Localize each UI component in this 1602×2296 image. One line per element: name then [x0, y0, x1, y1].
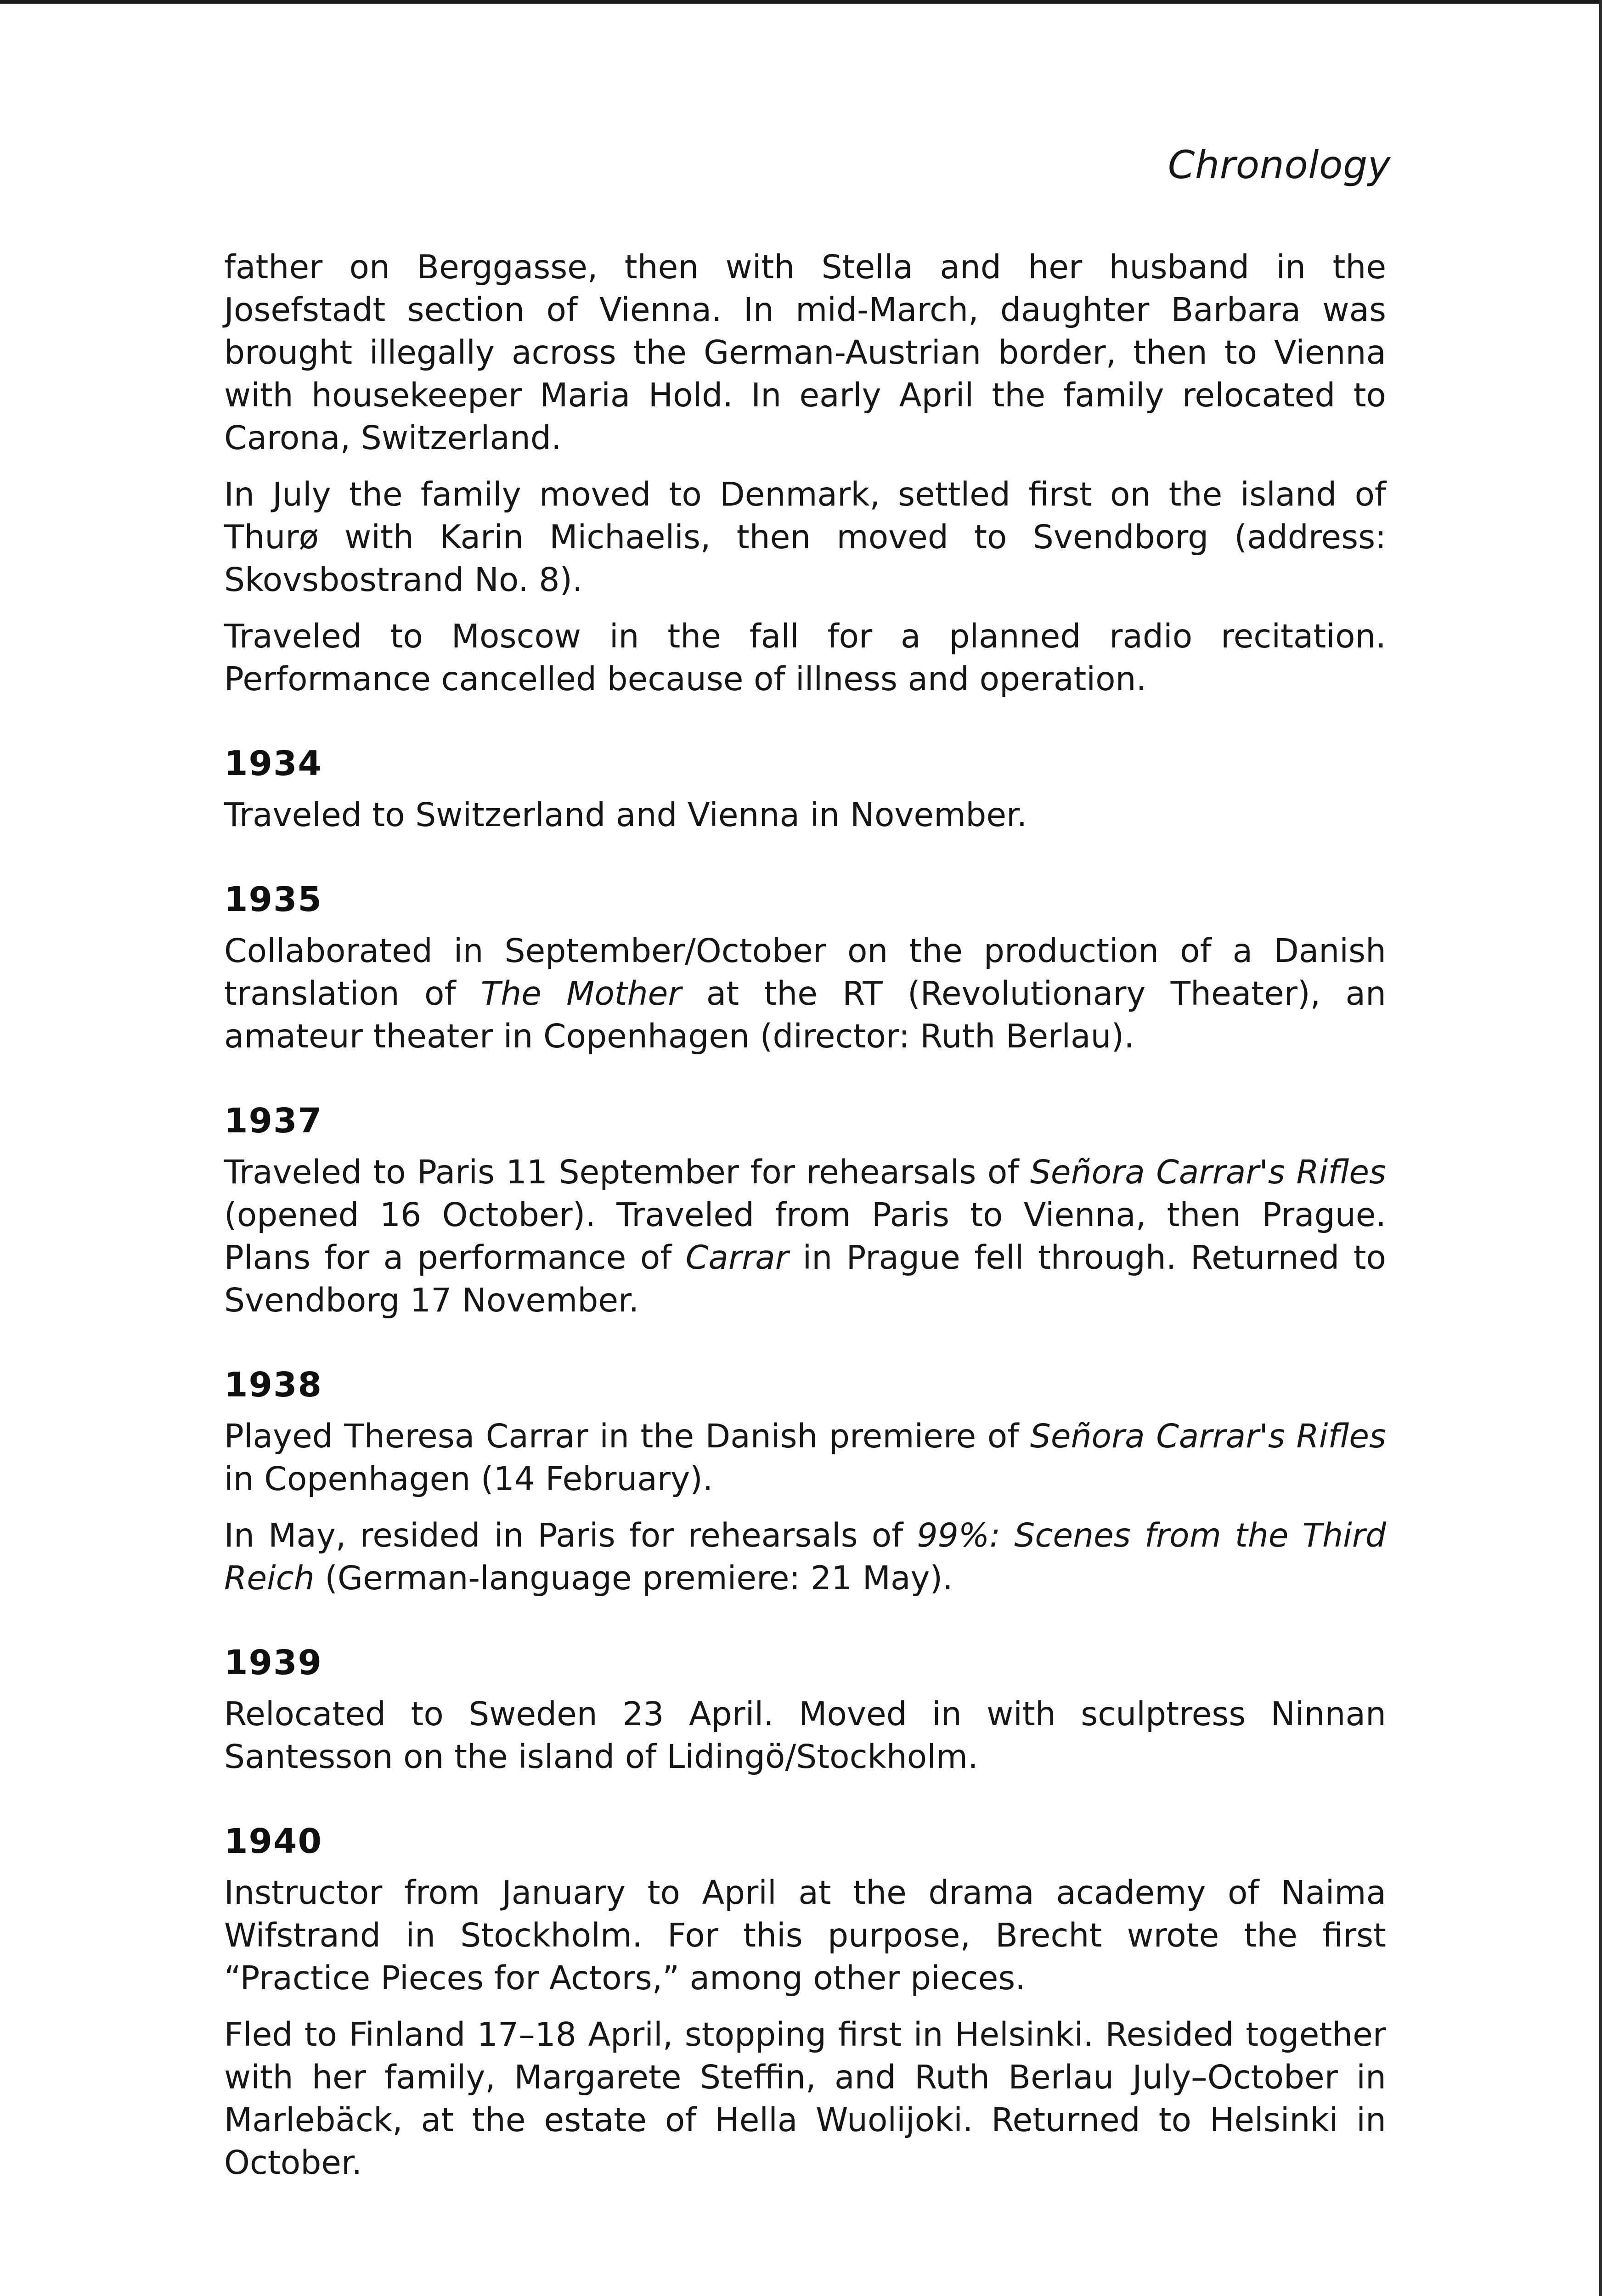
- text-run: Traveled to Paris 11 September for rehearsals of: [224, 1153, 1030, 1191]
- entry-1938-paragraph-1: [224, 1415, 1386, 1500]
- intro-paragraph-1: father on Berggasse, then with Stella and her husband in the Josefstadt section of Vienna. In mid-March, daughter Barbara was brought illegally across the German-Austrian border, then to Vienna with housekeeper Maria Hold. In early April the family relocated to Carona, Switzerland.: [224, 248, 1386, 457]
- year-heading-1940: 1940: [224, 1822, 322, 1861]
- entry-1940-paragraph-1: Instructor from January to April at the drama academy of Naima Wifstrand in Stockholm. For this purpose, Brecht wrote the first “Practice Pieces for Actors,” among other pieces.: [224, 1874, 1386, 1997]
- text-run: Played Theresa Carrar in the Danish premiere of: [224, 1417, 1030, 1455]
- work-title: Señora Carrar's Rifles: [1030, 1417, 1387, 1455]
- entry-1939-paragraph-1: Relocated to Sweden 23 April. Moved in with sculptress Ninnan Santesson on the island of Lidingö/Stockholm.: [224, 1695, 1386, 1776]
- entry-1935-paragraph-1: [224, 929, 1386, 1058]
- intro-paragraph-2: In July the family moved to Denmark, settled first on the island of Thurø with Karin Michaelis, then moved to Svendborg (address: Skovsbostrand No. 8).: [224, 475, 1386, 599]
- text-run: (German-language premiere: 21 May).: [314, 1559, 953, 1597]
- intro-paragraph-3: Traveled to Moscow in the fall for a planned radio recitation. Performance cancelled because of illness and operation.: [224, 617, 1386, 698]
- text-run: (opened 16 October). Traveled from Paris to Vienna, then Prague. Plans for a performance of: [224, 1196, 1386, 1277]
- scan-right-edge: [1599, 0, 1602, 2296]
- year-heading-1939: 1939: [224, 1643, 322, 1683]
- text-run: In May, resided in Paris for rehearsals of: [224, 1516, 917, 1554]
- text-run: Collaborated in September/October on the production of a Danish translation of: [224, 932, 1386, 1013]
- work-title: Carrar: [685, 1238, 789, 1277]
- running-head: Chronology: [1168, 142, 1391, 187]
- year-heading-1935: 1935: [224, 880, 322, 919]
- year-heading-1938: 1938: [224, 1365, 322, 1405]
- entry-1934-paragraph-1: Traveled to Switzerland and Vienna in November.: [224, 796, 1027, 834]
- entry-1937-paragraph-1: [224, 1151, 1386, 1322]
- chronology-text: [224, 246, 1386, 2198]
- year-heading-1937: 1937: [224, 1101, 322, 1141]
- year-heading-1934: 1934: [224, 744, 322, 783]
- text-run: at the RT (Revolutionary Theater), an amateur theater in Copenhagen (director: Ruth Berlau).: [224, 974, 1386, 1055]
- text-run: in Copenhagen (14 February).: [224, 1460, 713, 1498]
- work-title: 99%: Scenes from the Third Reich: [224, 1516, 1386, 1597]
- scan-top-edge: [0, 0, 1602, 4]
- entry-1940-paragraph-2: Fled to Finland 17–18 April, stopping first in Helsinki. Resided together with her family, Margarete Steffin, and Ruth Berlau July–October in Marlebäck, at the estate of Hella Wuolijoki. Returned to Helsinki in October.: [224, 2015, 1386, 2182]
- text-run: in Prague fell through. Returned to Svendborg 17 November.: [224, 1238, 1386, 1319]
- work-title: Señora Carrar's Rifles: [1030, 1153, 1386, 1191]
- work-title: The Mother: [480, 974, 682, 1013]
- entry-1938-paragraph-2: [224, 1514, 1386, 1599]
